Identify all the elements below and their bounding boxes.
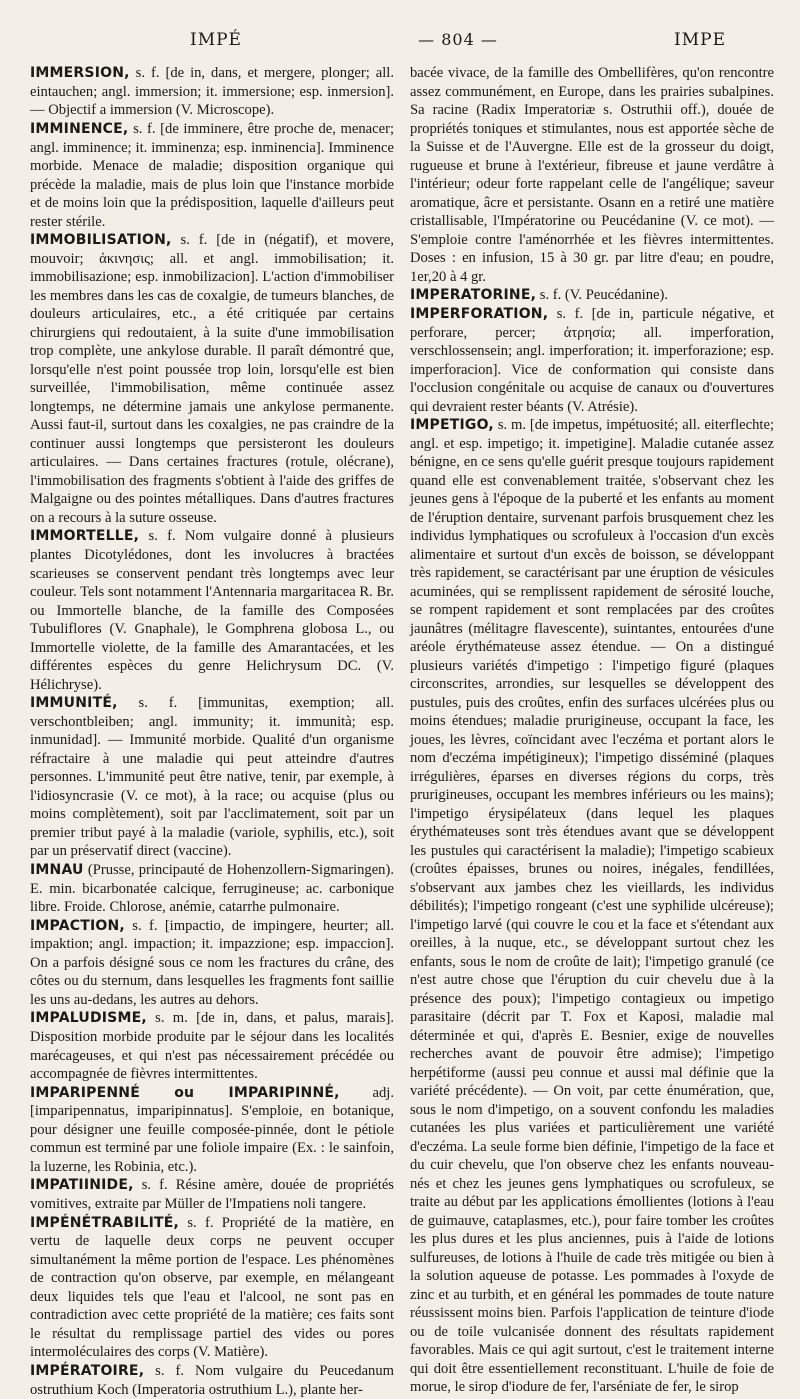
entry-definition: s. f. [immunitas, exemption; all. verschontbleiben; angl. immunity; it. immunità; esp. inmunidad]. — Immunité morbide. Qualité d'un organisme réfractaire à une maladie qui peut atteindre d'autres personnes. L'immunité peut être native, tenir, par exemple, à l'idiosyncrasie (V. ce mot), à la race; ou acquise (plus ou moins complètement), soit par l'acclimatement, soit par un premier tribut payé à la maladie (variole, syphilis, etc.), soit par un préservatif direct (vaccine). xyxy=(30,695,394,860)
header-left-word: IMPÉ xyxy=(190,30,242,50)
header-right-word: IMPE xyxy=(674,30,726,50)
entry-headword: IMMINENCE, xyxy=(30,120,129,137)
entry-definition: s. f. [de in, particule négative, et perforare, percer; ἀτρησία; all. imperforation, verschlossensein; angl. imperforation; it. imperforazione; esp. imperforacion]. Vice de conformation qui consiste dans l'occlusion congénitale ou acquise de canaux ou d'ouvertures qui devraient rester béants (V. Atrésie). xyxy=(410,305,774,415)
running-head xyxy=(30,30,774,64)
entry-definition: s. f. Nom vulgaire du Peucedanum ostruthium Koch (Imperatoria ostruthium L.), plante her- xyxy=(30,1362,394,1398)
entry-headword: IMPACTION, xyxy=(30,917,125,934)
dictionary-entry xyxy=(30,1362,394,1399)
entry-definition: bacée vivace, de la famille des Ombellifères, qu'on rencontre assez communément, en Europe, dans les prairies subalpines. Sa racine (Radix Imperatoriæ s. Ostruthii off.), douée de propriétés toniques et stimulantes, nous est apportée sèche de la Suisse et de l'Auvergne. Elle est de la grosseur du doigt, rugueuse et brune à l'extérieur, fibreuse et jaune verdâtre à l'intérieur; odeur forte rappelant celle de l'angélique; saveur aromatique, âcre et persistante. Osann en a retiré une matière cristallisable, l'Impératorine ou Peucédanine (V. ce mot). — S'emploie contre l'aménorrhée et les fièvres intermittentes. Doses : en infusion, 15 à 30 gr. par litre d'eau; en poudre, 1er,20 à 4 gr. xyxy=(410,65,774,285)
text-columns xyxy=(30,64,774,1398)
entry-definition: s. f. [de in (négatif), et movere, mouvoir; ἀκινησις; all. et angl. immobilisation; it. immobilisazione; esp. inmobilizacion]. L'action d'immobiliser les membres dans les cas de coxalgie, de tumeurs blanches, de douleurs articulaires, etc., a été critiquée par certains chirurgiens qui redoutaient, à la suite d'une immobilisation trop complète, une ankylose durable. Il paraît démontré que, lorsqu'elle n'est point poussée trop loin, lorsqu'elle est bien surveillée, l'immobilisation, même continuée assez longtemps, ne détermine jamais une ankylose permanente. Aussi faut-il, surtout dans les coxalgies, ne pas craindre de la continuer aussi longtemps que persisteront les douleurs articulaires. — Dans certaines fractures (rotule, olécrane), l'immobilisation des fragments s'obtient à l'aide des griffes de Malgaigne ou des pointes métalliques. Dans d'autres fractures on a recours à la suture osseuse. xyxy=(30,232,394,526)
dictionary-entry xyxy=(410,416,774,1397)
dictionary-entry xyxy=(30,861,394,917)
entry-definition: s. f. Résine amère, douée de propriétés vomitives, extraite par Müller de l'Impatiens noli tangere. xyxy=(30,1177,394,1212)
entry-headword: IMPETIGO, xyxy=(410,417,494,433)
entry-headword: IMNAU xyxy=(30,861,84,878)
entry-definition: s. f. [de in, dans, et mergere, plonger; all. eintauchen; angl. immersion; it. immersione; esp. inmersion]. — Objectif a immersion (V. Microscope). xyxy=(30,65,394,119)
left-column xyxy=(30,64,394,1398)
dictionary-entry xyxy=(30,64,394,120)
dictionary-entry xyxy=(30,1214,394,1362)
entry-headword: IMPERFORATION, xyxy=(410,305,549,322)
entry-definition: s. f. (V. Peucédanine). xyxy=(536,287,668,303)
entry-headword: IMPALUDISME, xyxy=(30,1010,147,1027)
entry-headword: IMMORTELLE, xyxy=(30,528,140,545)
entry-definition: s. f. [de imminere, être proche de, menacer; angl. imminence; it. imminenza; esp. inminencia]. Imminence morbide. Menace de maladie; disposition organique qui précède la maladie, mais de plus loin que l'instance morbide et de moins loin que la prédisposition, laquelle d'ailleurs peut rester stérile. xyxy=(30,120,394,230)
entry-definition: (Prusse, principauté de Hohenzollern-Sigmaringen). E. min. bicarbonatée calcique, ferrugineuse; ac. carbonique libre. Froide. Chlorose, anémie, catarrhe pulmonaire. xyxy=(30,861,394,915)
entry-definition: s. m. [de in, dans, et palus, marais]. Disposition morbide produite par le séjour dans les localités marécageuses, et qui n'est pas nécessairement précédée ou accompagnée de fièvres intermittentes. xyxy=(30,1010,394,1082)
dictionary-entry xyxy=(30,1009,394,1083)
entry-headword: IMPÉNÉTRABILITÉ, xyxy=(30,1214,180,1231)
entry-headword: IMPATIINIDE, xyxy=(30,1177,134,1194)
entry-definition: adj. [imparipennatus, imparipinnatus]. S'emploie, en botanique, pour désigner une feuille composée-pinnée, dont le pétiole commun est terminé par une foliole impaire (Ex. : le sainfoin, la luzerne, les Robinia, etc.). xyxy=(30,1084,394,1175)
entry-headword: IMMERSION, xyxy=(30,65,130,81)
entry-definition: s. f. Propriété de la matière, en vertu de laquelle deux corps ne peuvent occuper simultanément la même portion de l'espace. Les phénomènes de contraction qu'on observe, par exemple, en mélangeant deux liquides tels que l'eau et l'alcool, ne sont pas en contradiction avec cette propriété de la matière; ces faits sont le résultat du remplissage partiel des vides ou pores intermoléculaires des corps (V. Matière). xyxy=(30,1214,394,1361)
dictionary-entry xyxy=(30,231,394,527)
dictionary-entry xyxy=(30,1084,394,1177)
dictionary-entry xyxy=(30,120,394,231)
entry-definition: s. f. Nom vulgaire donné à plusieurs plantes Dicotylédones, dont les involucres à bractées scarieuses se conservent pendant très longtemps avec leur couleur. Tels sont notamment l'Antennaria margaritacea R. Br. ou Immortelle blanche, de la famille des Composées Tubuliflores (V. Gnaphale), le Gomphrena globosa L., ou Immortelle violette, de la famille des Amarantacées, et les différentes espèces du genre Helichrysum DC. (V. Hélichryse). xyxy=(30,528,394,693)
dictionary-entry xyxy=(410,64,774,286)
entry-headword: IMPERATORINE, xyxy=(410,287,537,303)
dictionary-entry xyxy=(410,286,774,305)
entry-headword: IMMUNITÉ, xyxy=(30,695,118,711)
dictionary-entry xyxy=(30,917,394,1010)
page-number: — 804 — xyxy=(418,30,498,49)
dictionary-entry xyxy=(30,694,394,861)
dictionary-entry xyxy=(30,1176,394,1213)
entry-headword: IMPARIPENNÉ ou IMPARIPINNÉ, xyxy=(30,1084,340,1101)
entry-headword: IMPÉRATOIRE, xyxy=(30,1362,145,1379)
dictionary-entry xyxy=(410,305,774,416)
right-column xyxy=(410,64,774,1396)
entry-definition: s. m. [de impetus, impétuosité; all. eiterflechte; angl. et esp. impetigo; it. impetigine]. Maladie cutanée assez bénigne, en ce sens qu'elle guérit presque toujours rapidement quand elle est convenablement traitée, s'observant chez les jeunes gens à l'époque de la puberté et les enfants au moment de l'éruption dentaire, survenant parfois brusquement chez les individus lymphatiques ou scrofuleux à l'occasion d'un excès alimentaire et surtout d'un excès de boisson, se développant très rapidement, se caractérisant par une éruption de vésicules acuminées, qui se remplissent rapidement de sérosité louche, se rompent rapidement et sont remplacées par des croûtes jaunâtres (mélitagre flavescente), suintantes, entourées d'une aréole érythémateuse assez étendue. — On a distingué plusieurs variétés d'impetigo : l'impetigo figuré (plaques circonscrites, arrondies, sur lesquelles se développent des pustules, puis des croûtes, enfin des surfaces ulcérées plus ou moins étendues; maladie prurigineuse, occupant la face, les joues, les lèvres, coïncidant avec l'eczéma et portant alors le nom d'eczéma impétigineux); l'impetigo disséminé (plaques irrégulières, éparses en diverses régions du corps, très prurigineuses, occupant les membres inférieurs ou les mains); l'impetigo érysipélateux (dans lequel les plaques érythémateuses sont très étendues avant que se développent les pustules qui caractérisent la maladie); l'impetigo scabieux (croûtes épaisses, brunes ou noires, inégales, fendillées, s'observant aux jambes chez les vieillards, les individus débilités); l'impetigo rongeant (c'est une syphilide ulcéreuse); l'impetigo larvé (qui couvre le cou et la face et s'étendant aux oreilles, à la nuque, etc., se développant surtout chez les enfants, sous le nom de croûte de lait); l'impetigo granulé (ce n'est autre chose que l'éruption du cuir chevelu due à la présence des poux); l'impetigo contagieux ou impetigo parasitaire (décrit par T. Fox et Kaposi, maladie mal déterminée et qui, d'après E. Besnier, exige de nouvelles recherches avant de pouvoir être admise); l'impetigo herpétiforme (aussi peu connue et aussi mal définie que la variété précédente). — On voit, par cette énumération, que, sous le nom d'impetigo, on a souvent confondu les maladies cutanées les plus variées et particulièrement une variété d'eczéma. La seule forme bien définie, l'impetigo de la face et du cuir chevelu, que l'on observe chez les enfants nouveau-nés et chez les jeunes gens lymphatiques ou scrofuleux, se traite au début par les applications émollientes (lotions à l'eau de guimauve, cataplasmes, etc.), pour faire tomber les croûtes les plus dures et les plus anciennes, puis à l'aide de lotions sulfureuses, de lotions à l'huile de cade très mitigée ou bien à la solution aqueuse de potasse. Les pommades à l'oxyde de zinc et au turbith, et en général les pommades de toute nature réussissent moins bien. Parfois l'application de teinture d'iode ou de toile vulcanisée donnent des résultats rapidement favorables. Mais ce qui agit surtout, c'est le traitement interne qui doit être essentiellement reconstituant. L'huile de foie de morue, le sirop d'iodure de fer, l'arséniate de fer, le sirop xyxy=(410,417,774,1396)
dictionary-entry xyxy=(30,527,394,694)
entry-headword: IMMOBILISATION, xyxy=(30,232,172,248)
entry-definition: s. f. [impactio, de impingere, heurter; all. impaktion; angl. impaction; it. impazzione; esp. impaccion]. On a parfois désigné sous ce nom les fractures du crâne, des côtes ou du sternum, dans lesquelles les fragments font saillie les uns au-dedans, les autres au dehors. xyxy=(30,917,394,1008)
